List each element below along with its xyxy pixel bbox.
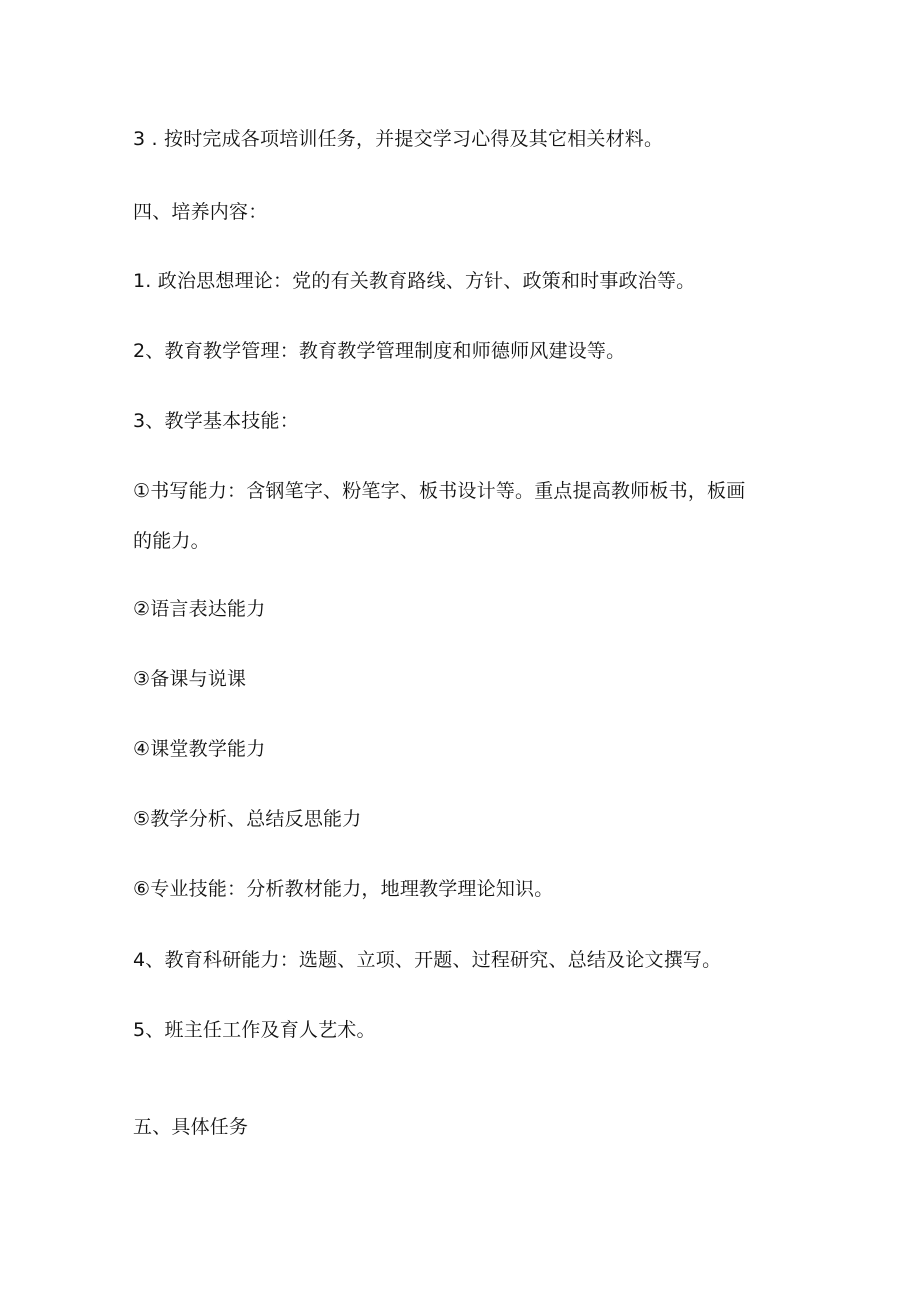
skill-item-writing-continued: 的能力。 bbox=[133, 530, 210, 552]
skill-item-classroom-teaching: ④课堂教学能力 bbox=[133, 738, 266, 760]
content-item-basic-teaching-skills: 3、教学基本技能： bbox=[133, 410, 299, 432]
skill-item-professional-skills: ⑥专业技能：分析教材能力，地理教学理论知识。 bbox=[133, 878, 554, 900]
content-item-research-ability: 4、教育科研能力：选题、立项、开题、过程研究、总结及论文撰写。 bbox=[133, 949, 722, 971]
skill-item-language-expression: ②语言表达能力 bbox=[133, 598, 266, 620]
paragraph-item-3-submit-materials: 3 . 按时完成各项培训任务，并提交学习心得及其它相关材料。 bbox=[133, 128, 664, 150]
content-item-political-theory: 1. 政治思想理论：党的有关教育路线、方针、政策和时事政治等。 bbox=[133, 270, 696, 292]
section-heading-training-content: 四、培养内容： bbox=[133, 201, 268, 223]
content-item-class-teacher-work: 5、班主任工作及育人艺术。 bbox=[133, 1019, 376, 1041]
content-item-teaching-management: 2、教育教学管理：教育教学管理制度和师德师风建设等。 bbox=[133, 340, 626, 362]
section-heading-specific-tasks: 五、具体任务 bbox=[133, 1116, 249, 1138]
skill-item-writing: ①书写能力：含钢笔字、粉笔字、板书设计等。重点提高教师板书，板画 bbox=[133, 480, 746, 502]
skill-item-teaching-analysis: ⑤教学分析、总结反思能力 bbox=[133, 808, 362, 830]
skill-item-lesson-preparation: ③备课与说课 bbox=[133, 668, 247, 690]
